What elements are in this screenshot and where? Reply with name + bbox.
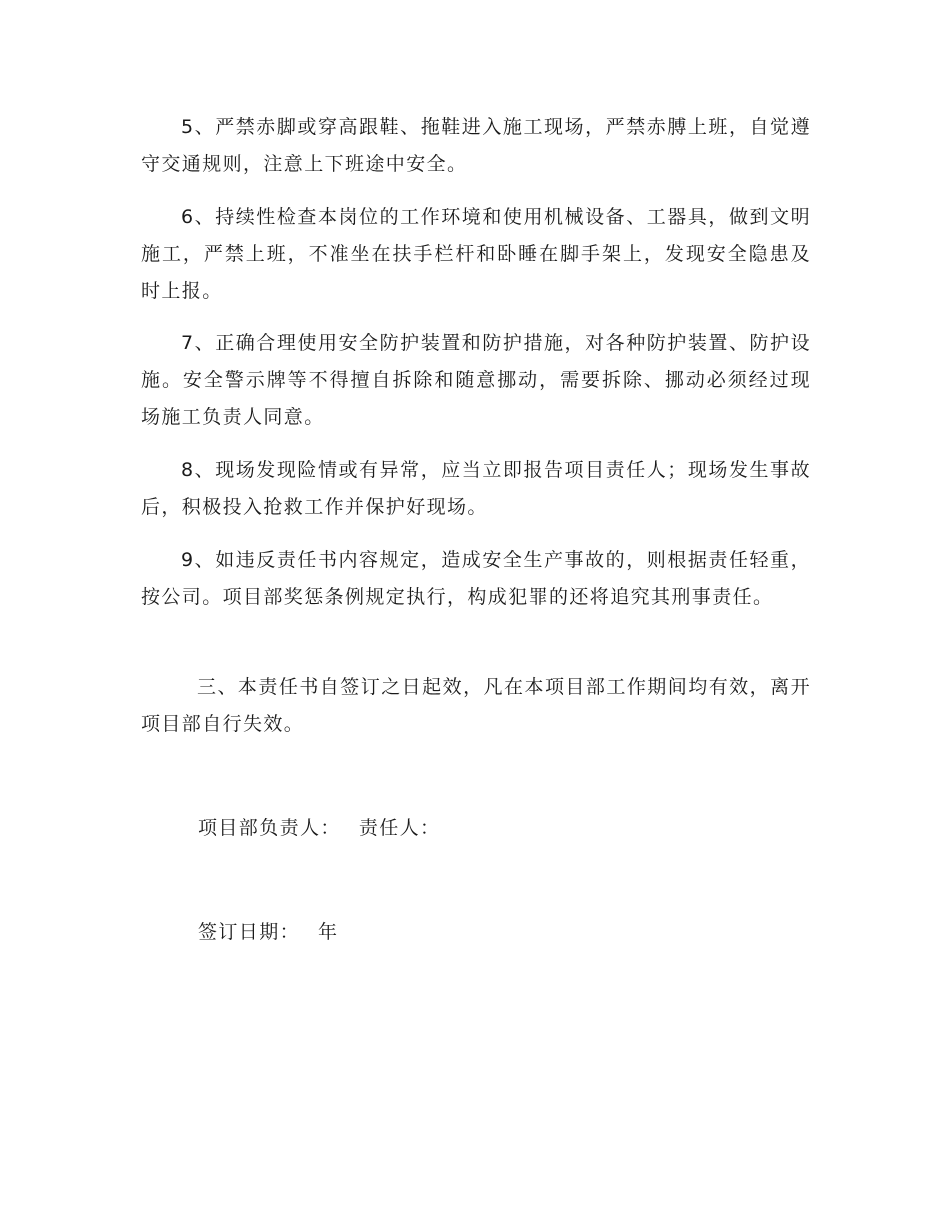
dept-head-label: 项目部负责人： [198,817,341,839]
clause-5: 5、严禁赤脚或穿高跟鞋、拖鞋进入施工现场，严禁赤膊上班，自觉遵守交通规则，注意上下班途中安全。 [141,116,811,175]
clause-8: 8、现场发现险情或有异常，应当立即报告项目责任人；现场发生事故后，积极投入抢救工作并保护好现场。 [141,459,811,518]
year-label: 年 [318,921,339,943]
clause-9: 9、如违反责任书内容规定，造成安全生产事故的，则根据责任轻重，按公司。项目部奖惩条例规定执行，构成犯罪的还将追究其刑事责任。 [141,549,811,608]
signing-date-line [198,914,338,951]
signing-date-label: 签订日期： [198,921,301,943]
clause-6: 6、持续性检查本岗位的工作环境和使用机械设备、工器具，做到文明施工，严禁上班，不准坐在扶手栏杆和卧睡在脚手架上，发现安全隐患及时上报。 [141,206,811,302]
section-3: 三、本责任书自签订之日起效，凡在本项目部工作期间均有效，离开项目部自行失效。 [141,676,811,735]
signature-line [198,810,440,847]
responsible-person-label: 责任人： [358,817,441,839]
clause-7: 7、正确合理使用安全防护装置和防护措施，对各种防护装置、防护设施。安全警示牌等不得擅自拆除和随意挪动，需要拆除、挪动必须经过现场施工负责人同意。 [141,332,811,428]
